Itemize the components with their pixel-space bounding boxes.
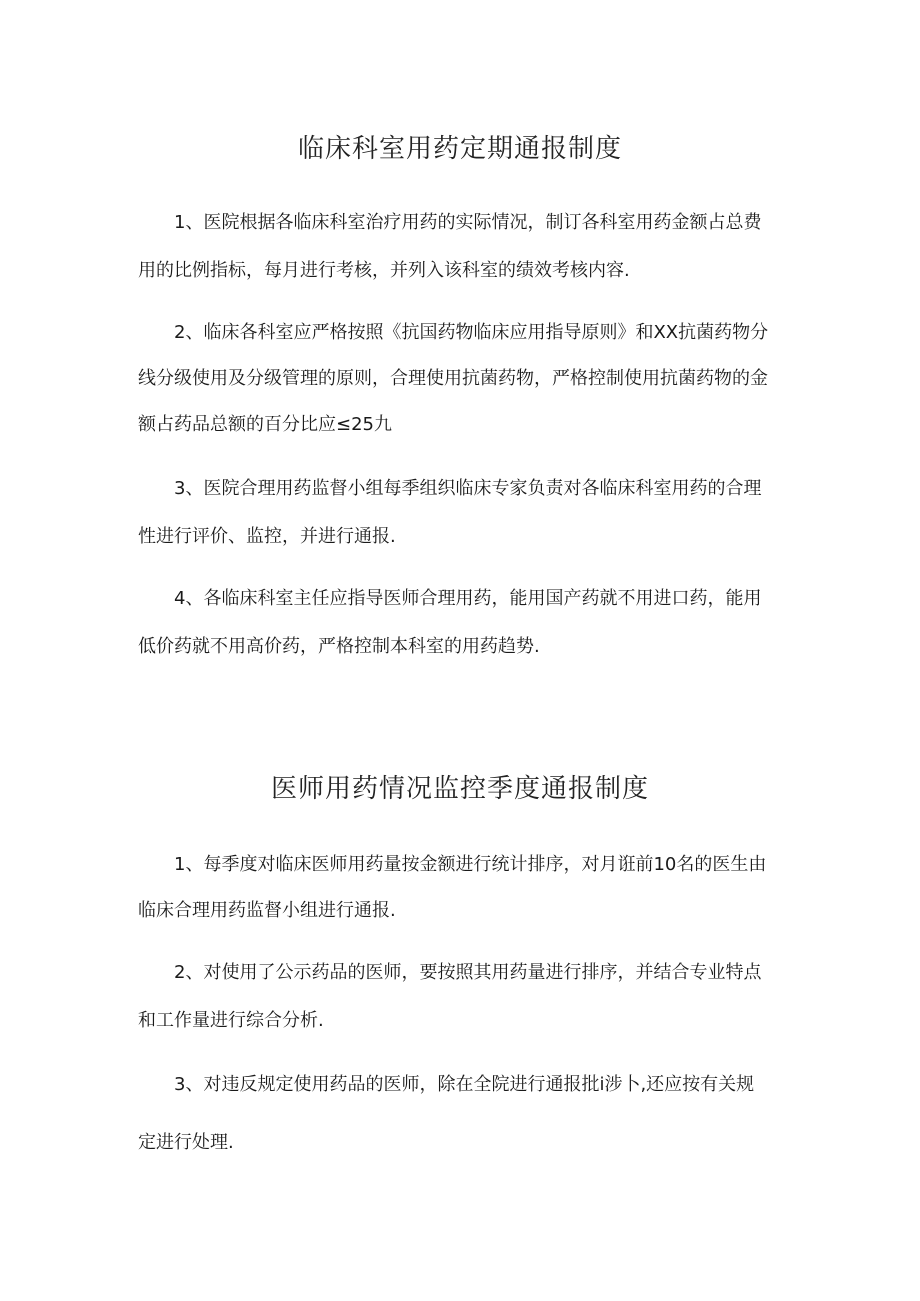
paragraph-line: 2、对使用了公示药品的医师，要按照其用药量进行排序，并结合专业特点 — [174, 962, 762, 983]
paragraph-line: 用的比例指标，每月进行考核，并列入该科室的绩效考核内容. — [138, 260, 630, 281]
paragraph-line: 1、医院根据各临床科室治疗用药的实际情况，制订各科室用药金额占总费 — [174, 212, 762, 233]
paragraph-line: 2、临床各科室应严格按照《抗国药物临床应用指导原则》和XX抗菌药物分 — [174, 322, 769, 343]
paragraph-line: 1、每季度对临床医师用药量按金额进行统计排序，对月诳前10名的医生由 — [174, 854, 767, 875]
section2-title: 医师用药情况监控季度通报制度 — [270, 774, 649, 804]
paragraph-line: 额占药品总额的百分比应≤25九 — [138, 414, 392, 435]
paragraph-line: 低价药就不用高价药，严格控制本科室的用药趋势. — [138, 636, 540, 657]
paragraph-line: 线分级使用及分级管理的原则，合理使用抗菌药物，严格控制使用抗菌药物的金 — [138, 368, 768, 389]
paragraph-line: 定进行处理. — [138, 1132, 234, 1153]
paragraph-line: 3、对违反规定使用药品的医师，除在全院进行通报批i涉卜,还应按有关规 — [174, 1074, 755, 1095]
paragraph-line: 临床合理用药监督小组进行通报. — [138, 900, 396, 921]
section1-title: 临床科室用药定期通报制度 — [297, 134, 622, 164]
paragraph-line: 和工作量进行综合分析. — [138, 1010, 324, 1031]
paragraph-line: 性进行评价、监控，并进行通报. — [138, 526, 396, 547]
paragraph-line: 3、医院合理用药监督小组每季组织临床专家负责对各临床科室用药的合理 — [174, 478, 762, 499]
paragraph-line: 4、各临床科室主任应指导医师合理用药，能用国产药就不用进口药，能用 — [174, 588, 762, 609]
